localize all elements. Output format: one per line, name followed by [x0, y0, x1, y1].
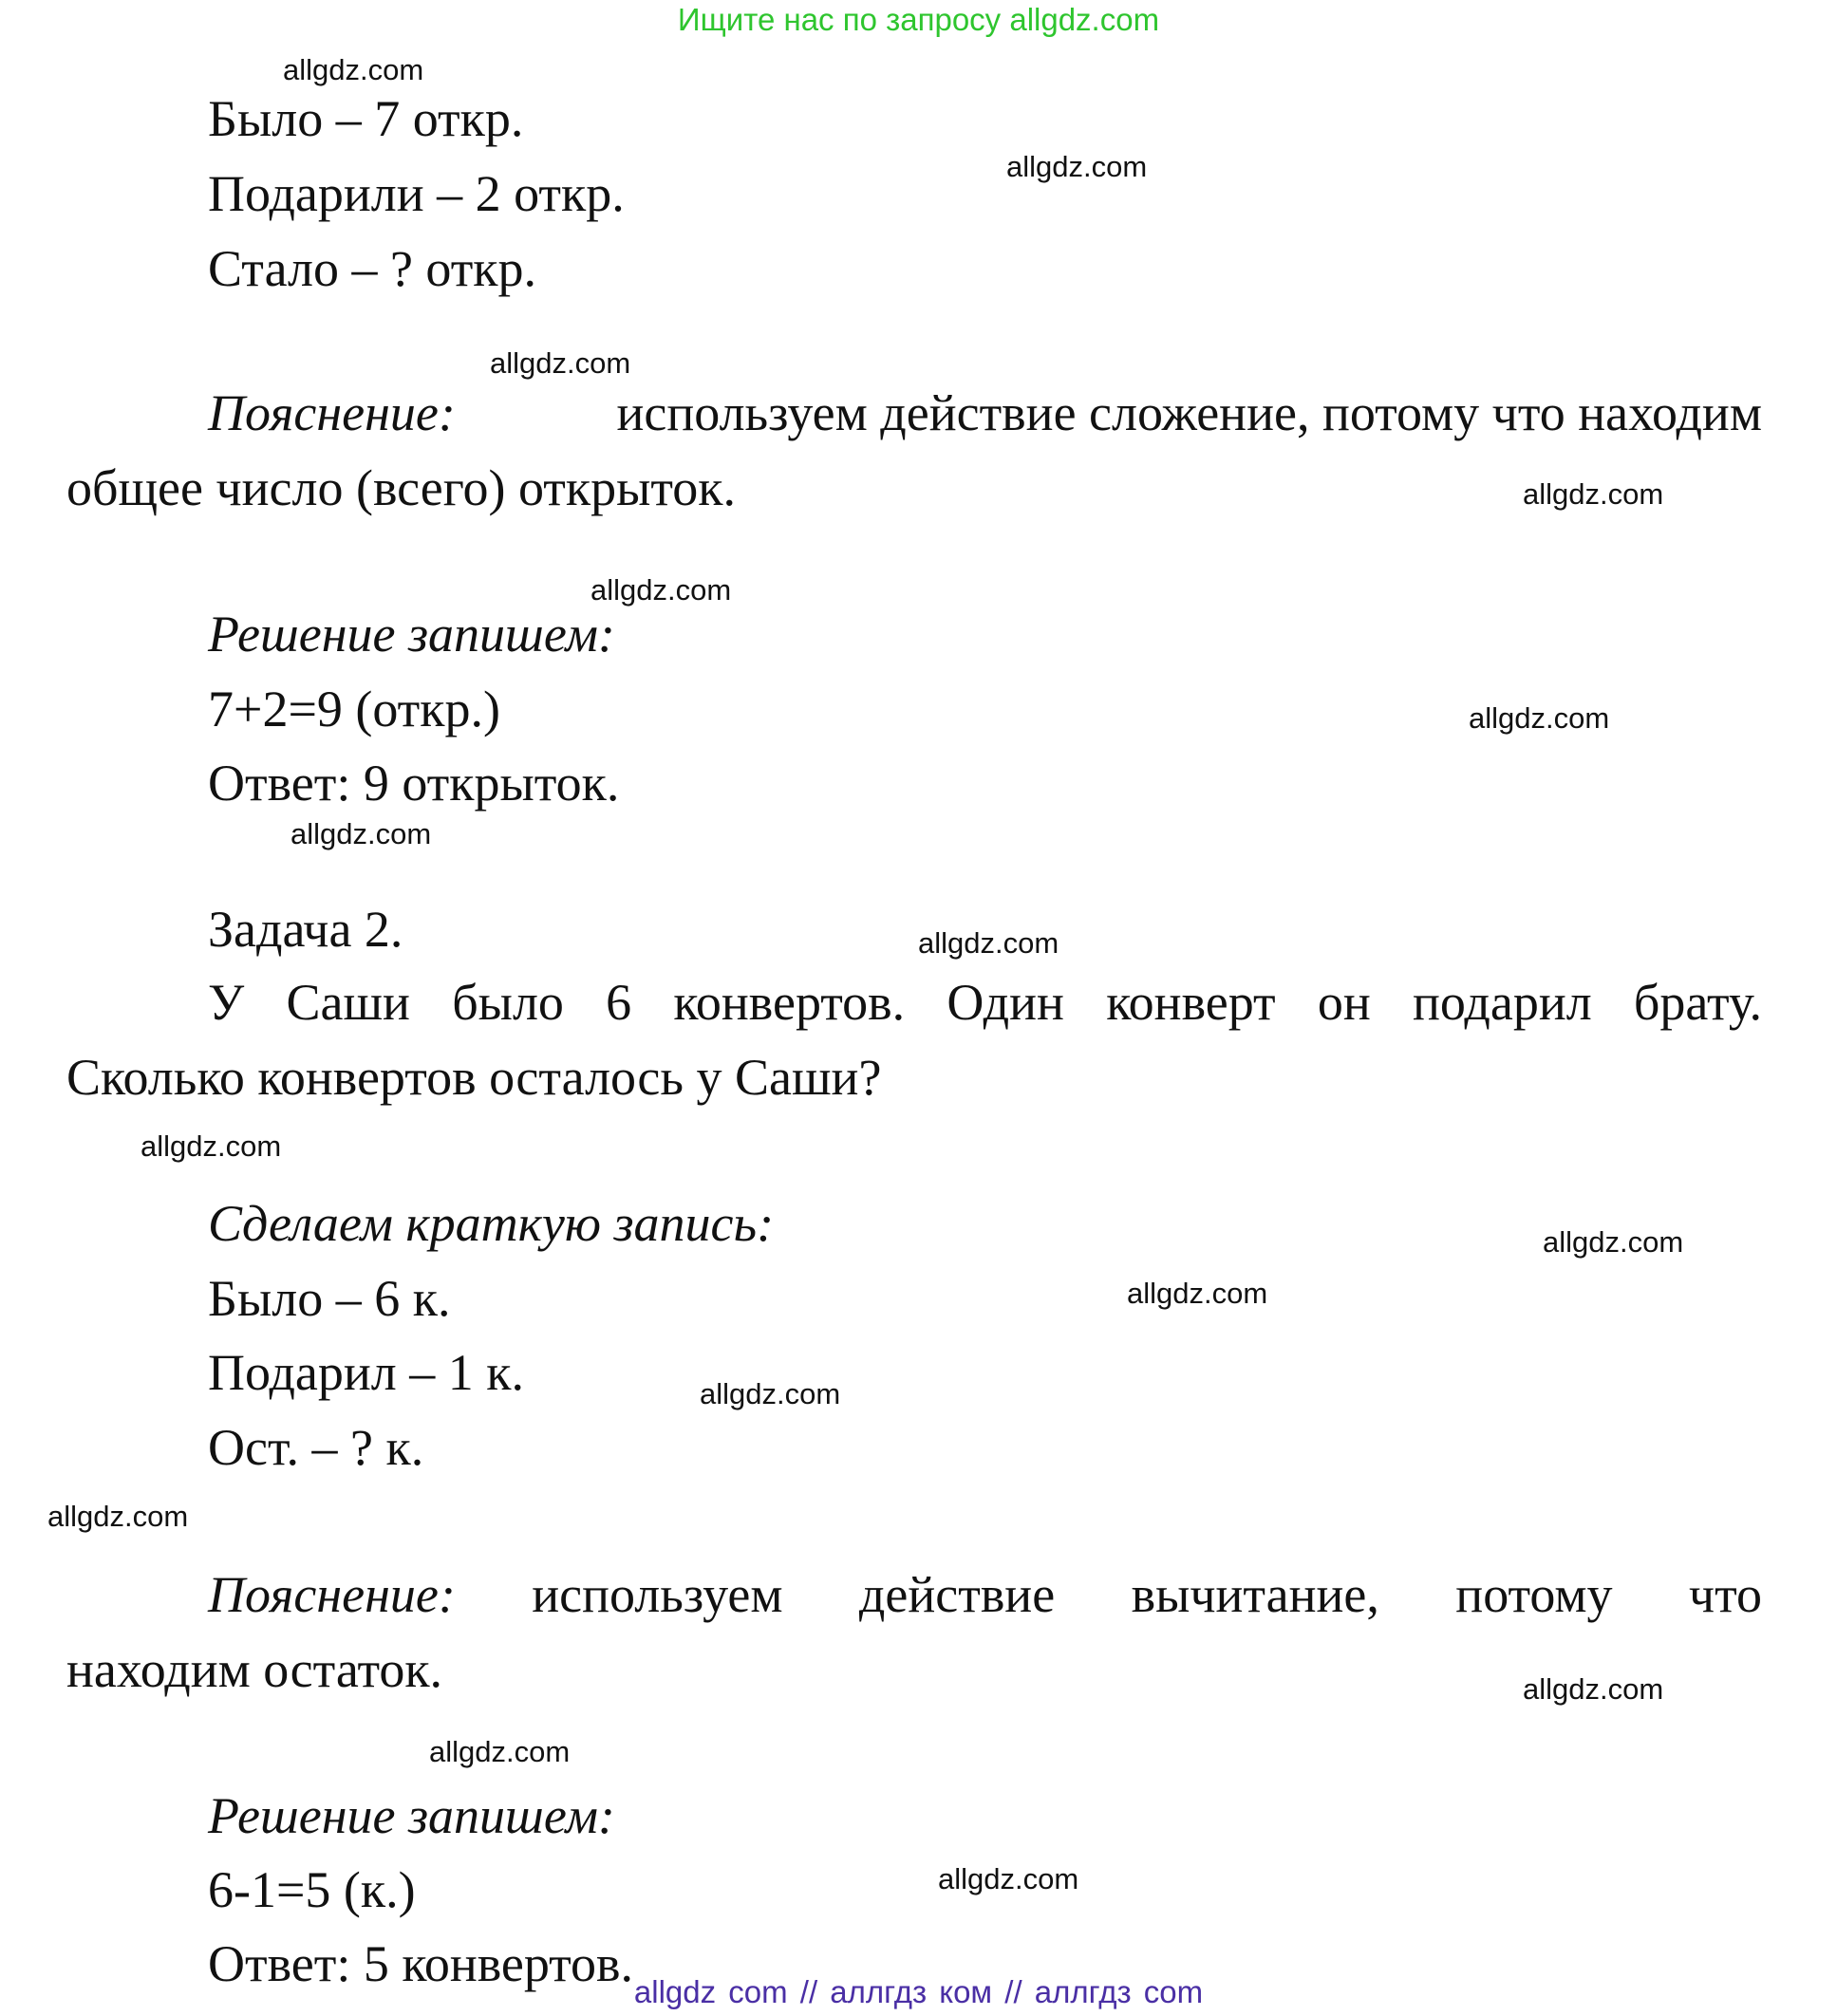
watermark: allgdz.com	[1523, 1672, 1664, 1706]
watermark: allgdz.com	[1523, 477, 1664, 511]
brief-line-1: Было – 6 к.	[208, 1270, 451, 1327]
brief-line-2: Подарил – 1 к.	[208, 1344, 524, 1401]
word: потому	[1455, 1566, 1613, 1623]
explanation-label: Пояснение:	[208, 1566, 456, 1623]
given-line-3: Стало – ? откр.	[208, 240, 537, 297]
word: используем	[532, 1566, 783, 1623]
answer-2: Ответ: 5 конвертов.	[208, 1935, 634, 1992]
watermark: allgdz.com	[918, 926, 1059, 960]
word: что	[1688, 1566, 1762, 1623]
given-line-2: Подарили – 2 откр.	[208, 165, 625, 222]
solution-equation: 7+2=9 (откр.)	[208, 681, 500, 737]
watermark: allgdz.com	[1543, 1225, 1684, 1259]
word: брату.	[1633, 974, 1762, 1031]
watermark: allgdz.com	[700, 1377, 841, 1410]
word: конвертов.	[673, 974, 906, 1031]
explanation-text: используем действие сложение, потому что находим	[616, 384, 1762, 441]
explanation-2-line-2: находим остаток.	[66, 1641, 443, 1698]
watermark: allgdz.com	[283, 53, 424, 86]
solution-label: Решение запишем:	[208, 1787, 615, 1844]
watermark: allgdz.com	[429, 1735, 571, 1768]
word: подарил	[1413, 974, 1592, 1031]
word: 6	[606, 974, 632, 1031]
explanation-label: Пояснение:	[208, 384, 456, 441]
explanation-1-line-2: общее число (всего) открыток.	[66, 459, 737, 516]
watermark: allgdz.com	[141, 1129, 282, 1163]
footer-links[interactable]: allgdz com // аллгдз ком // аллгдз com	[633, 1974, 1204, 2009]
word: действие	[858, 1566, 1056, 1623]
site-banner[interactable]: Ищите нас по запросу allgdz.com	[677, 2, 1160, 37]
given-line-1: Было – 7 откр.	[208, 90, 524, 147]
watermark: allgdz.com	[938, 1862, 1079, 1895]
watermark: allgdz.com	[47, 1500, 189, 1533]
word: вычитание,	[1131, 1566, 1379, 1623]
word: Саши	[286, 974, 410, 1031]
brief-record-label: Сделаем краткую запись:	[208, 1195, 775, 1252]
watermark: allgdz.com	[1469, 701, 1610, 735]
answer-1: Ответ: 9 открыток.	[208, 755, 620, 812]
watermark: allgdz.com	[1006, 150, 1148, 183]
watermark: allgdz.com	[490, 346, 631, 380]
solution-label: Решение запишем:	[208, 606, 615, 663]
task-2-condition-line-2: Сколько конвертов осталось у Саши?	[66, 1049, 882, 1106]
task-2-title: Задача 2.	[208, 901, 403, 958]
watermark: allgdz.com	[291, 817, 432, 850]
watermark: allgdz.com	[1127, 1277, 1268, 1310]
word: У	[208, 974, 245, 1031]
word: было	[452, 974, 564, 1031]
word: он	[1317, 974, 1371, 1031]
explanation-1-line-1	[208, 382, 1762, 444]
brief-line-3: Ост. – ? к.	[208, 1419, 424, 1476]
task-2-condition-line-1	[208, 971, 1762, 1034]
explanation-2-line-1	[208, 1563, 1762, 1626]
word: конверт	[1106, 974, 1276, 1031]
solution-equation: 6-1=5 (к.)	[208, 1861, 416, 1918]
word: Один	[947, 974, 1064, 1031]
watermark: allgdz.com	[590, 573, 732, 607]
